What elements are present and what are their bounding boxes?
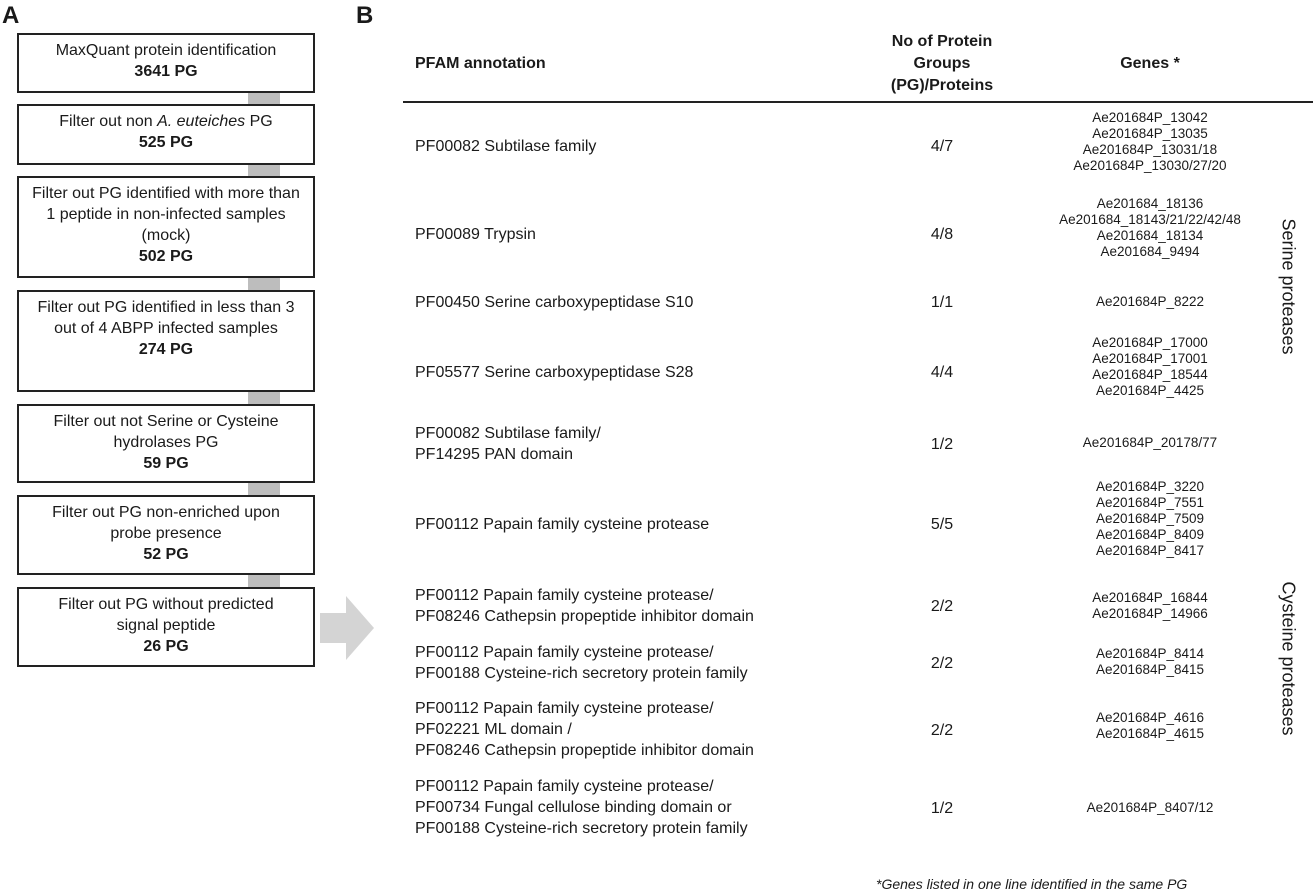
pfam-cell: PF00450 Serine carboxypeptidase S10	[415, 294, 694, 311]
count-cell: 5/5	[930, 516, 954, 533]
header-divider	[403, 101, 1313, 103]
genes-cell: Ae201684P_8222	[1095, 294, 1205, 309]
genes-cell: Ae201684P_13042 Ae201684P_13035 Ae201684P_13031/18 Ae201684P_13030/27/20	[1073, 110, 1227, 173]
pfam-cell: PF00082 Subtilase family	[415, 138, 597, 155]
flow-step-count: 502 PG	[138, 248, 194, 265]
genes-cell: Ae201684P_16844 Ae201684P_14966	[1092, 590, 1208, 621]
species-name: A. euteiches	[157, 113, 246, 130]
header-number: No of Protein Groups (PG)/Proteins	[890, 33, 994, 94]
count-cell: 1/2	[930, 800, 954, 817]
right-arrow-icon	[320, 596, 376, 660]
flow-step-4	[17, 290, 315, 392]
flow-step-text: Filter out not Serine or Cysteine hydrolases PG	[53, 413, 279, 451]
flow-connector	[248, 482, 280, 496]
flow-step-text: Filter out PG identified in less than 3 out of 4 ABPP infected samples	[37, 299, 295, 337]
pfam-cell: PF00082 Subtilase family/ PF14295 PAN domain	[415, 425, 601, 463]
flow-step-6	[17, 495, 315, 575]
flow-connector	[248, 277, 280, 291]
count-cell: 1/2	[930, 436, 954, 453]
flow-step-count: 525 PG	[138, 134, 194, 151]
pfam-cell: PF00089 Trypsin	[415, 226, 536, 243]
flow-step-text: MaxQuant protein identification	[55, 42, 277, 59]
count-cell: 4/7	[930, 138, 954, 155]
count-cell: 4/4	[930, 364, 954, 381]
flow-step-3	[17, 176, 315, 278]
genes-cell: Ae201684P_3220 Ae201684P_7551 Ae201684P_7509 Ae201684P_8409 Ae201684P_8417	[1095, 479, 1205, 558]
count-cell: 4/8	[930, 226, 954, 243]
header-genes: Genes *	[1120, 55, 1180, 72]
count-cell: 2/2	[930, 722, 954, 739]
panel-label-a: A	[2, 2, 20, 29]
count-cell: 2/2	[930, 655, 954, 672]
flow-connector	[248, 574, 280, 588]
count-cell: 1/1	[930, 294, 954, 311]
genes-cell: Ae201684_18136 Ae201684_18143/21/22/42/48 Ae201684_18134 Ae201684_9494	[1059, 196, 1241, 259]
genes-cell: Ae201684P_17000 Ae201684P_17001 Ae201684P_18544 Ae201684P_4425	[1092, 335, 1208, 398]
flow-step-text: Filter out non A. euteiches PG	[59, 113, 273, 130]
flow-step-count: 59 PG	[143, 455, 189, 472]
flow-step-count: 274 PG	[138, 341, 194, 358]
pfam-cell: PF00112 Papain family cysteine protease/ PF02221 ML domain / PF08246 Cathepsin propeptide inhibitor domain	[415, 700, 754, 759]
count-cell: 2/2	[930, 598, 954, 615]
flow-step-text: Filter out PG non-enriched upon probe presence	[52, 504, 280, 542]
flow-step-text: Filter out PG identified with more than 1 peptide in non-infected samples (mock)	[32, 185, 300, 244]
group-label-serine: Serine proteases	[1278, 218, 1299, 355]
flow-connector	[248, 91, 280, 105]
genes-cell: Ae201684P_20178/77	[1082, 435, 1218, 450]
flow-step-count: 3641 PG	[134, 63, 198, 80]
header-pfam: PFAM annotation	[415, 55, 546, 72]
flow-step-count: 26 PG	[143, 638, 189, 655]
pfam-cell: PF00112 Papain family cysteine protease	[415, 516, 710, 533]
pfam-cell: PF00112 Papain family cysteine protease/ PF00188 Cysteine-rich secretory protein family	[415, 644, 748, 682]
flow-connector	[248, 391, 280, 405]
panel-label-b: B	[356, 2, 374, 29]
flow-step-1	[17, 33, 315, 93]
flow-step-7	[17, 587, 315, 667]
group-label-cysteine: Cysteine proteases	[1278, 581, 1299, 736]
pfam-cell: PF00112 Papain family cysteine protease/ PF00734 Fungal cellulose binding domain or PF00188 Cysteine-rich secretory protein family	[415, 778, 748, 837]
genes-cell: Ae201684P_8414 Ae201684P_8415	[1095, 646, 1205, 677]
flow-step-count: 52 PG	[143, 546, 189, 563]
flow-step-2	[17, 104, 315, 165]
footnote: *Genes listed in one line identified in the same PG	[876, 876, 1188, 892]
flow-step-5	[17, 404, 315, 483]
genes-cell: Ae201684P_4616 Ae201684P_4615	[1095, 710, 1205, 741]
genes-cell: Ae201684P_8407/12	[1086, 800, 1214, 815]
flow-step-text: Filter out PG without predicted signal peptide	[58, 596, 274, 634]
pfam-cell: PF05577 Serine carboxypeptidase S28	[415, 364, 694, 381]
pfam-cell: PF00112 Papain family cysteine protease/ PF08246 Cathepsin propeptide inhibitor domain	[415, 587, 754, 625]
